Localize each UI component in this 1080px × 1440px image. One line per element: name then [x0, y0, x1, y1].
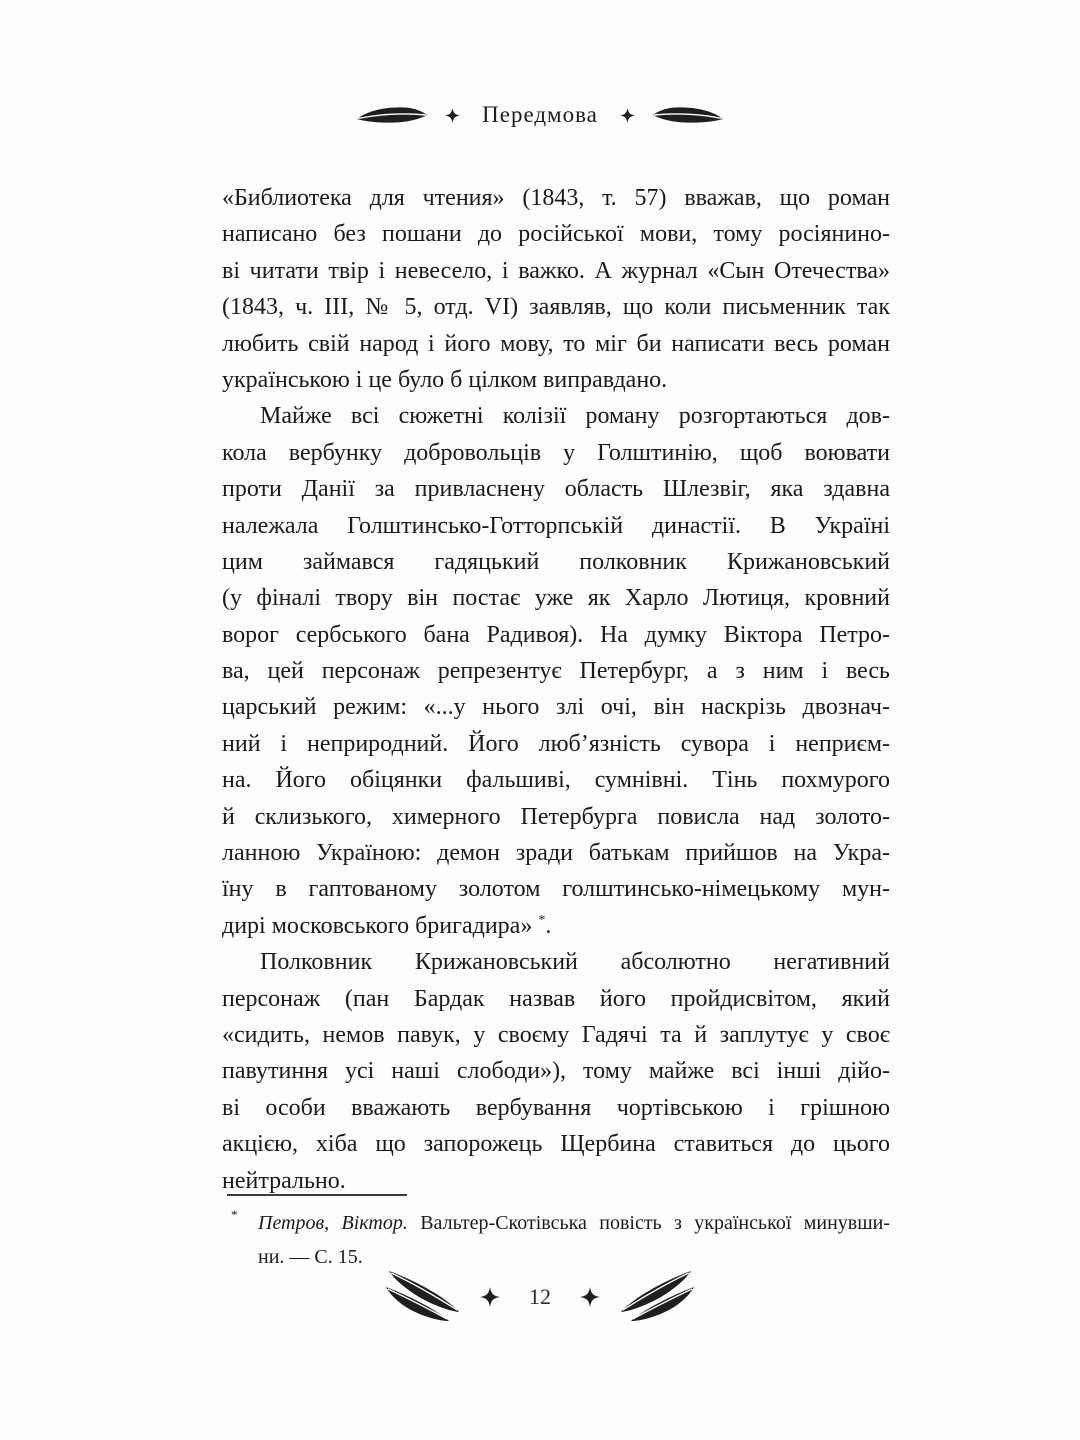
- footnote-author: Петров, Віктор.: [258, 1212, 408, 1234]
- diamond-icon: [480, 1287, 500, 1307]
- text-line: ний і неприродний. Його люб’язність сувора і неприєм-: [222, 730, 890, 757]
- page-header: [0, 102, 1080, 128]
- text-line: Майже всі сюжетні колізії роману розгортаються дов-: [260, 403, 890, 430]
- text-line: нейтрально.: [222, 1167, 346, 1194]
- footnote: [222, 1194, 890, 1274]
- text-line: проти Данії за привласнену область Шлезвіг, яка здавна: [222, 476, 890, 503]
- footnote-rule: [227, 1194, 407, 1196]
- body-text: [222, 180, 890, 1199]
- paragraph: [222, 398, 890, 944]
- leaf-ornament-left: [357, 105, 427, 125]
- chapter-title: Передмова: [482, 102, 598, 127]
- text-line: ва, цей персонаж репрезентує Петербург, а з ним і весь: [222, 658, 890, 685]
- paragraph: [222, 180, 890, 398]
- footnote-reference: *: [538, 912, 546, 928]
- text-line: акцією, хіба що запорожець Щербина ставиться до цього: [222, 1131, 890, 1158]
- text-line: Полковник Крижановський абсолютно негативний: [260, 949, 890, 976]
- text-line: «Библиотека для чтения» (1843, т. 57) вважав, що роман: [222, 185, 890, 211]
- page-footer: [0, 1270, 1080, 1324]
- text-line: царський режим: «...у нього злі очі, він наскрізь двознач-: [222, 694, 890, 721]
- text-line: кола вербунку добровольців у Голштинію, щоб воювати: [222, 439, 890, 466]
- text-line: (1843, ч. III, № 5, отд. VI) заявляв, що коли письменник так: [222, 294, 890, 321]
- leaf-ornament-right: [653, 105, 723, 125]
- text-line: ві особи вважають вербування чортівською і грішною: [222, 1094, 890, 1121]
- text-line: персонаж (пан Бардак назвав його пройдисвітом, який: [222, 985, 890, 1012]
- text-line: (у фіналі твору він постає уже як Харло Лютиця, кровний: [222, 585, 890, 612]
- wing-ornament-left: [385, 1270, 463, 1324]
- text-line: написано без пошани до російської мови, тому росіянино-: [222, 221, 890, 248]
- text-line: ворог сербського бана Радивоя). На думку Віктора Петро-: [222, 621, 890, 648]
- footnote-line-1: [258, 1206, 890, 1240]
- diamond-icon: [445, 108, 460, 123]
- text-line: дирі московського бригадира» *.: [222, 912, 552, 939]
- text-line: на. Його обіцянки фальшиві, сумнівні. Тінь похмурого: [222, 767, 890, 794]
- footnote-line-2: ни. — С. 15.: [258, 1246, 363, 1268]
- text-line: цим займався гадяцький полковник Крижановський: [222, 548, 890, 575]
- page-number: 12: [529, 1284, 551, 1309]
- text-line: любить свій народ і його мову, то міг би написати весь роман: [222, 330, 890, 357]
- footnote-marker: *: [231, 1207, 238, 1222]
- diamond-icon: [580, 1287, 600, 1307]
- paragraph: [222, 944, 890, 1199]
- text-line: й склизького, химерного Петербурга повисла над золото-: [222, 803, 890, 830]
- wing-ornament-right: [617, 1270, 695, 1324]
- text-line: українською і це було б цілком виправдано.: [222, 366, 668, 393]
- text-line: ві читати твір і невесело, і важко. А журнал «Сын Отечества»: [222, 257, 890, 284]
- text-line: «сидить, немов павук, у своєму Гадячі та й заплутує у своє: [222, 1021, 890, 1048]
- text-line: ланною Україною: демон зради батькам прийшов на Укра-: [222, 840, 890, 867]
- footnote-title: Вальтер-Скотівська повість з української минувши-: [407, 1212, 890, 1234]
- text-line: належала Голштинсько-Готторпській династії. В Україні: [222, 512, 890, 539]
- text-line: їну в гаптованому золотом голштинсько-німецькому мун-: [222, 876, 890, 903]
- diamond-icon: [620, 108, 635, 123]
- text-line: павутиння усі наші слободи»), тому майже всі інші дійо-: [222, 1058, 890, 1085]
